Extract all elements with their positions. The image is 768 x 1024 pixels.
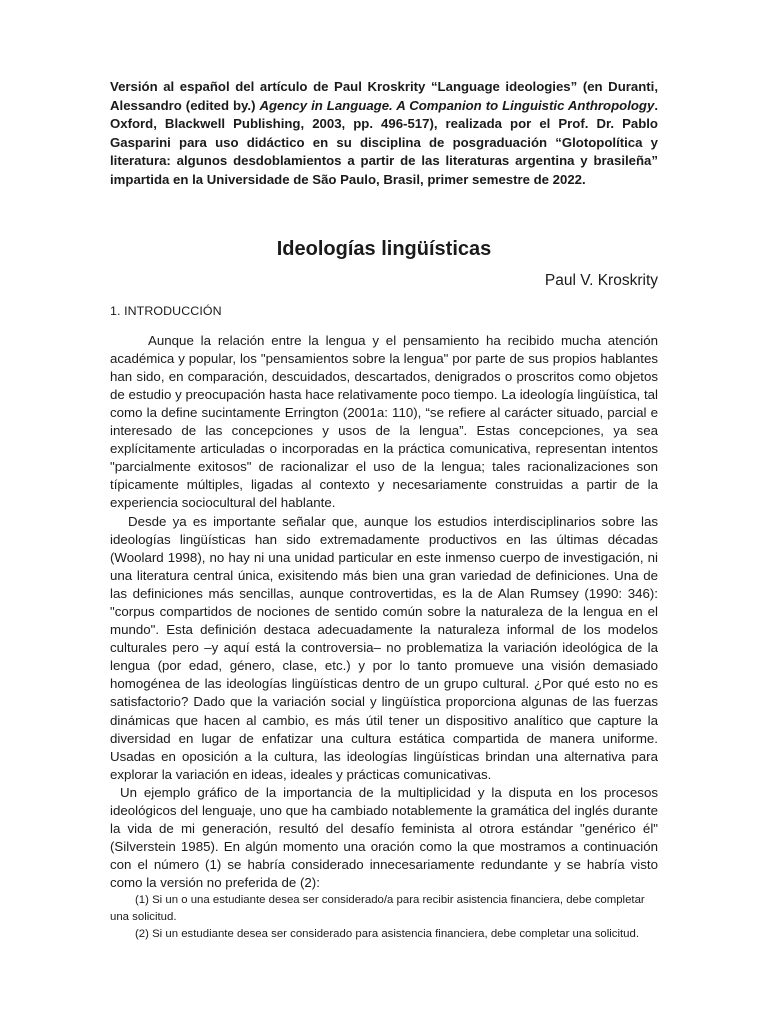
paragraph: Desde ya es importante señalar que, aunque los estudios interdisciplinarios sobre las ideologías lingüísticas han sido extremadamente productivos en las últimas décadas (Woolard 1998), no hay ni una unidad particular en este inmenso cuerpo de investigación, ni una literatura central única, exisitendo más bien una gran variedad de definiciones. Una de las definiciones más sencillas, aunque controvertidas, es la de Alan Rumsey (1990: 346): "corpus compartidos de nociones de sentido común sobre la naturaleza de la lengua en el mundo". Esta definición destaca adecuadamente la naturaleza informal de los modelos culturales pero –y aquí está la controversia– no problematiza la variación ideológica de la lengua (por edad, género, clase, etc.) y por lo tanto promueve una visión demasiado homogénea de las ideologías lingüísticas dentro de un grupo cultural. ¿Por qué esto no es satisfactorio? Dado que la variación social y lingüística proporciona algunas de las fuerzas dinámicas que hacen al cambio, es más útil tener un dispositivo analítico que capture la diversidad en lugar de enfatizar una cultura estática compartida de manera uniforme. Usadas en oposición a la cultura, las ideologías lingüísticas brindan una alternativa para explorar la variación en ideas, ideales y prácticas comunicativas. [110,513,658,782]
book-title: Agency in Language. A Companion to Linguistic Anthropology [259,97,655,113]
author-name: Paul V. Kroskrity [544,271,658,289]
example-sentence: (1) Si un o una estudiante desea ser considerado/a para recibir asistencia financiera, debe completar una solicitud. [110,894,645,924]
translation-note [110,78,658,190]
translation-note-text: Versión al español del artículo de Paul Kroskrity “Language ideologies” (en Duranti, Alessandro (edited by.) [110,79,658,113]
example-sentence: (2) Si un estudiante desea ser considerado para asistencia financiera, debe completar una solicitud. [135,928,640,941]
paragraph: Un ejemplo gráfico de la importancia de la multiplicidad y la disputa en los procesos ideológicos del lenguaje, uno que ha cambiado notablemente la gramática del inglés durante la vida de mi generación, resultó del desafío feminista al otrora estándar "genérico él" (Silverstein 1985). En algún momento una oración como la que mostramos a continuación con el número (1) se habría considerado innecesariamente redundante y se habría visto como la versión no preferida de (2): [110,784,658,891]
section-heading: 1. INTRODUCCIÓN [110,303,222,318]
translation-note-text-cont: . Oxford, Blackwell Publishing, 2003, pp. 496-517), realizada por el Prof. Dr. Pablo Gasparini para uso didáctico en su disciplina de posgraduación “Glotopolítica y literatura: algunos desdoblamientos a partir de las literaturas argentina y brasileña” impartida en la Universidade de São Paulo, Brasil, primer semestre de 2022. [110,97,658,187]
article-title: Ideologías lingüísticas [276,237,492,260]
paragraph: Aunque la relación entre la lengua y el pensamiento ha recibido mucha atención académica y popular, los "pensamientos sobre la lengua" por parte de sus propios hablantes han sido, en comparación, descuidados, descartados, denigrados o proscritos como objetos de estudio y preocupación hasta hace relativamente poco tiempo. La ideología lingüística, tal como la define sucintamente Errington (2001a: 110), “se refiere al carácter situado, parcial e interesado de las concepciones y usos de la lengua”. Estas concepciones, ya sea explícitamente articuladas o incorporadas en la práctica comunicativa, representan intentos "parcialmente exitosos" de racionalizar el uso de la lengua; tales racionalizaciones son típicamente múltiples, ligadas al contexto y necesariamente construidas a partir de la experiencia sociocultural del hablante. [110,332,658,511]
